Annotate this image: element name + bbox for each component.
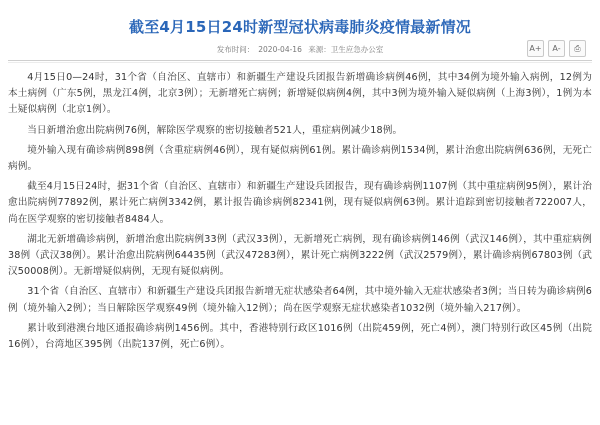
paragraph-hubei: 湖北无新增确诊病例，新增治愈出院病例33例（武汉33例），无新增死亡病例，现有确诊病例146例（武汉146例），其中重症病例38例（武汉38例）。累计治愈出院病例64435例（武汉47283例），累计死亡病例3222例（武汉2579例），累计确诊病例67803例（武汉50008例）。无新增疑似病例，无现有疑似病例。 — [8, 233, 592, 278]
print-icon[interactable]: ⎙ — [569, 40, 586, 57]
published-label: 发布时间： — [216, 45, 255, 54]
divider — [8, 60, 592, 61]
divider-secondary — [8, 62, 592, 63]
paragraph-hk-macao-taiwan: 累计收到港澳台地区通报确诊病例1456例。其中，香港特别行政区1016例（出院459例，死亡4例），澳门特别行政区45例（出院16例），台湾地区395例（出院137例，死亡6例）。 — [8, 322, 592, 351]
font-smaller-button[interactable]: A- — [548, 40, 565, 57]
article-tools — [527, 40, 586, 57]
paragraph-asymptomatic: 31个省（自治区、直辖市）和新疆生产建设兵团报告新增无症状感染者64例，其中境外输入无症状感染者3例；当日转为确诊病例6例（境外输入2例）；当日解除医学观察49例（境外输入12例）；尚在医学观察无症状感染者1032例（境外输入217例）。 — [8, 286, 592, 314]
page-title: 截至4月15日24时新型冠状病毒肺炎疫情最新情况 — [129, 18, 471, 36]
article-source: 来源：卫生应急办公室 — [308, 45, 384, 54]
published-date: 2020-04-16 — [258, 45, 302, 54]
paragraph-imported: 境外输入现有确诊病例898例（含重症病例46例），现有疑似病例61例。累计确诊病例1534例，累计治愈出院病例636例，无死亡病例。 — [8, 144, 592, 173]
paragraph-cumulative: 截至4月15日24时，据31个省（自治区、直辖市）和新疆生产建设兵团报告，现有确诊病例1107例（其中重症病例95例），累计治愈出院病例77892例，累计死亡病例3342例，累计报告确诊病例82341例，现有疑似病例63例。累计追踪到密切接触者722007人，尚在医学观察的密切接触者8484人。 — [8, 181, 592, 225]
paragraph-recoveries: 当日新增治愈出院病例76例，解除医学观察的密切接触者521人，重症病例减少18例。 — [27, 124, 403, 136]
paragraph-new-cases: 4月15日0—24时，31个省（自治区、直辖市）和新疆生产建设兵团报告新增确诊病例46例，其中34例为境外输入病例，12例为本土病例（广东5例，黑龙江4例，北京3例）；无新增死亡病例；新增疑似病例4例，其中3例为境外输入疑似病例（上海3例），1例为本土疑似病例（北京1例）。 — [8, 72, 592, 116]
article-meta — [0, 44, 600, 55]
article-body — [8, 70, 592, 357]
font-larger-button[interactable]: A+ — [527, 40, 544, 57]
